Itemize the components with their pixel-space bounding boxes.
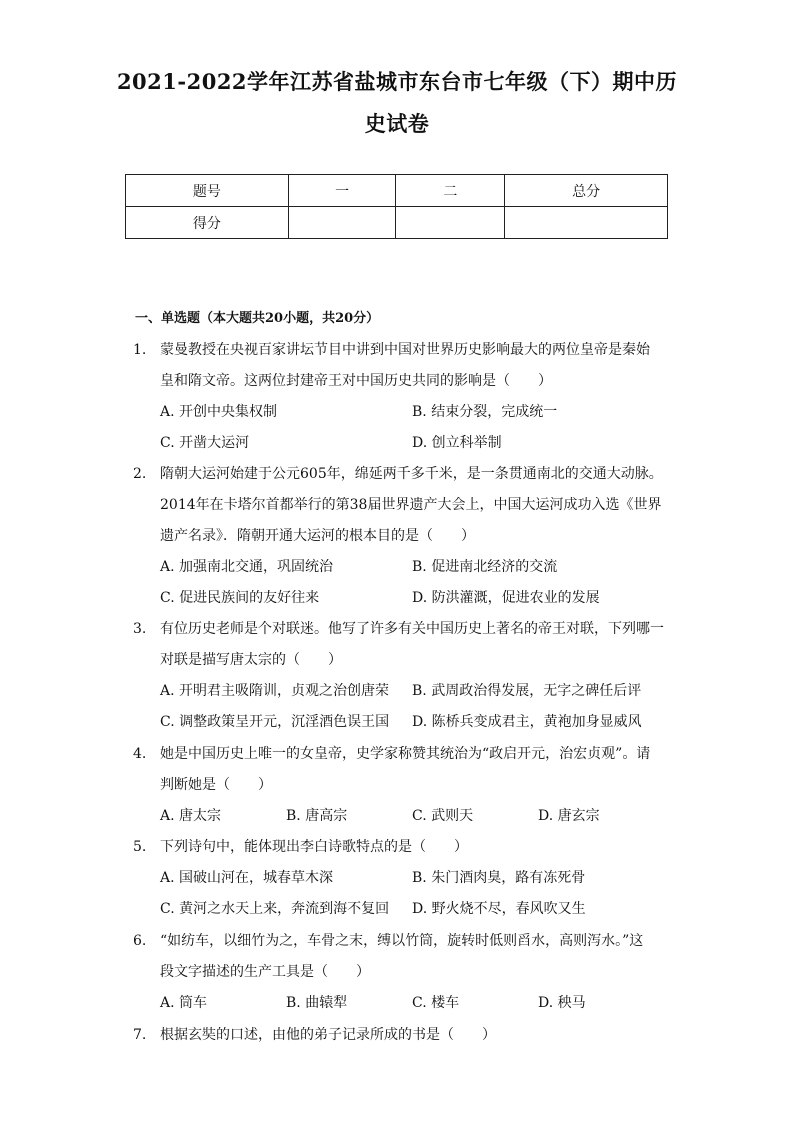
question-number: 6. xyxy=(133,933,147,949)
question-7 xyxy=(133,1020,673,1051)
option: B. 武周政治得发展，无字之碑任后评 xyxy=(412,683,642,699)
page-title-line-2: 史试卷 xyxy=(364,111,430,136)
question-stem-line: 判断她是（ ） xyxy=(160,777,272,793)
option: C. 调整政策呈开元，沉淫酒色误王国 xyxy=(160,714,390,730)
option: D. 防洪灌溉，促进农业的发展 xyxy=(412,590,600,606)
question-stem-line: 隋朝大运河始建于公元605年，绵延两千多千米，是一条贯通南北的交通大动脉。 xyxy=(160,466,663,482)
question-stem-line: 有位历史老师是个对联迷。他写了许多有关中国历史上著名的帝王对联，下列哪一 xyxy=(160,621,664,637)
options-row xyxy=(160,707,673,738)
question-4 xyxy=(133,739,673,832)
question-stem-line: 段文字描述的生产工具是（ ） xyxy=(160,964,370,980)
option: B. 曲辕犁 xyxy=(286,995,348,1011)
page-title-line-1: 2021-2022学年江苏省盐城市东台市七年级（下）期中历 xyxy=(116,69,678,94)
option: D. 唐玄宗 xyxy=(538,808,600,824)
question-stem-line: 遗产名录》．隋朝开通大运河的根本目的是（ ） xyxy=(160,528,475,544)
option: D. 创立科举制 xyxy=(412,435,502,451)
question-6 xyxy=(133,926,673,1019)
option: A. 国破山河在，城春草木深 xyxy=(160,870,334,886)
score-table-header-row xyxy=(126,175,668,207)
options-row xyxy=(160,397,673,428)
question-stem-line: 2014年在卡塔尔首都举行的第38届世界遗产大会上，中国大运河成功入选《世界 xyxy=(160,497,662,513)
option: A. 加强南北交通，巩固统治 xyxy=(160,559,334,575)
option: C. 黄河之水天上来，奔流到海不复回 xyxy=(160,901,390,917)
options-row xyxy=(160,583,673,614)
question-number: 5. xyxy=(133,839,147,855)
question-3 xyxy=(133,614,673,738)
option: D. 野火烧不尽，春风吹又生 xyxy=(412,901,586,917)
section-heading: 一、单选题（本大题共20小题，共20分） xyxy=(135,311,380,326)
score-table-cell: 得分 xyxy=(126,207,289,239)
option: A. 筒车 xyxy=(160,995,208,1011)
question-number: 3. xyxy=(133,621,147,637)
score-table-header-cell: 二 xyxy=(396,175,505,207)
option: B. 朱门酒肉臭，路有冻死骨 xyxy=(412,870,586,886)
score-table-cell xyxy=(288,207,396,239)
option: B. 促进南北经济的交流 xyxy=(412,559,558,575)
score-table-header-cell: 一 xyxy=(288,175,396,207)
question-stem-line: 她是中国历史上唯一的女皇帝，史学家称赞其统治为“政启开元，治宏贞观”。请 xyxy=(160,746,651,762)
option: C. 武则天 xyxy=(412,808,474,824)
question-stem-line: “如纺车，以细竹为之，车骨之末，缚以竹筒，旋转时低则舀水，高则泻水。”这 xyxy=(160,933,644,949)
options-row xyxy=(160,894,673,925)
question-stem-line: 根据玄奘的口述，由他的弟子记录所成的书是（ ） xyxy=(160,1027,496,1043)
option: C. 开凿大运河 xyxy=(160,435,250,451)
question-stem-line: 皇和隋文帝。这两位封建帝王对中国历史共同的影响是（ ） xyxy=(160,373,552,389)
option: A. 唐太宗 xyxy=(160,808,222,824)
question-5 xyxy=(133,832,673,925)
options-row xyxy=(160,552,673,583)
score-table xyxy=(125,174,668,239)
option: B. 结束分裂，完成统一 xyxy=(412,404,558,420)
question-number: 2. xyxy=(133,466,147,482)
score-table-cell xyxy=(396,207,505,239)
options-row xyxy=(160,988,673,1019)
question-stem-line: 下列诗句中，能体现出李白诗歌特点的是（ ） xyxy=(160,839,468,855)
option: C. 促进民族间的友好往来 xyxy=(160,590,320,606)
option: B. 唐高宗 xyxy=(286,808,348,824)
question-1 xyxy=(133,335,673,459)
options-row xyxy=(160,428,673,459)
option: D. 秧马 xyxy=(538,995,586,1011)
question-stem-line: 对联是描写唐太宗的（ ） xyxy=(160,652,342,668)
options-row xyxy=(160,676,673,707)
option: D. 陈桥兵变成君主，黄袍加身显威风 xyxy=(412,714,642,730)
question-number: 7. xyxy=(133,1027,147,1043)
score-table-header-cell: 总分 xyxy=(505,175,668,207)
option: A. 开创中央集权制 xyxy=(160,404,278,420)
question-number: 4. xyxy=(133,746,147,762)
option: A. 开明君主吸隋训，贞观之治创唐荣 xyxy=(160,683,390,699)
question-number: 1. xyxy=(133,342,147,358)
score-table-header-cell: 题号 xyxy=(126,175,289,207)
options-row xyxy=(160,801,673,832)
question-2 xyxy=(133,459,673,614)
option: C. 楼车 xyxy=(412,995,460,1011)
score-table-score-row xyxy=(126,207,668,239)
question-stem-line: 蒙曼教授在央视百家讲坛节目中讲到中国对世界历史影响最大的两位皇帝是秦始 xyxy=(160,342,650,358)
options-row xyxy=(160,863,673,894)
score-table-cell xyxy=(505,207,668,239)
